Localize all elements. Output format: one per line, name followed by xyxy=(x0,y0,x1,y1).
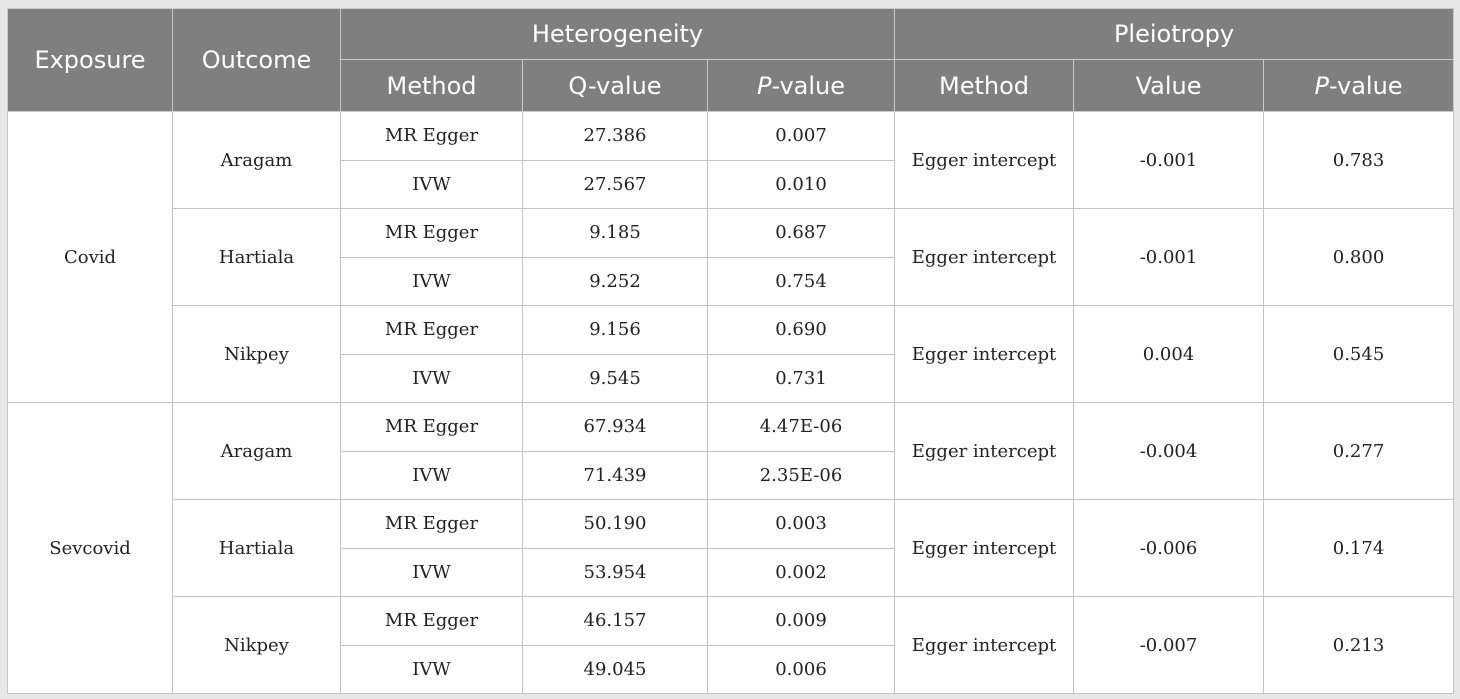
q-value-cell: 9.252 xyxy=(523,257,708,306)
method-cell: IVW xyxy=(341,257,523,306)
header-het-method: Method xyxy=(341,60,523,112)
header-row-top xyxy=(8,9,1454,60)
q-value-cell: 9.185 xyxy=(523,209,708,258)
pleiotropy-method-cell: Egger intercept xyxy=(895,597,1074,694)
pleiotropy-value-cell: -0.006 xyxy=(1074,500,1264,597)
pleiotropy-p-value-cell: 0.783 xyxy=(1264,112,1454,209)
outcome-cell: Nikpey xyxy=(173,597,341,694)
results-table xyxy=(7,8,1454,694)
outcome-cell: Aragam xyxy=(173,112,341,209)
method-cell: IVW xyxy=(341,160,523,209)
pleiotropy-p-value-cell: 0.213 xyxy=(1264,597,1454,694)
pleiotropy-method-cell: Egger intercept xyxy=(895,112,1074,209)
method-cell: MR Egger xyxy=(341,306,523,355)
method-cell: IVW xyxy=(341,451,523,500)
exposure-cell: Sevcovid xyxy=(8,403,173,694)
pleiotropy-value-cell: -0.007 xyxy=(1074,597,1264,694)
pleiotropy-method-cell: Egger intercept xyxy=(895,500,1074,597)
pleiotropy-method-cell: Egger intercept xyxy=(895,209,1074,306)
p-value-cell: 0.690 xyxy=(708,306,895,355)
q-value-cell: 50.190 xyxy=(523,500,708,549)
q-value-cell: 9.156 xyxy=(523,306,708,355)
p-value-cell: 0.754 xyxy=(708,257,895,306)
method-cell: IVW xyxy=(341,645,523,694)
table-row xyxy=(8,209,1454,258)
table-row xyxy=(8,403,1454,452)
pleiotropy-value-cell: -0.001 xyxy=(1074,209,1264,306)
q-value-cell: 46.157 xyxy=(523,597,708,646)
outcome-cell: Hartiala xyxy=(173,209,341,306)
header-exposure: Exposure xyxy=(8,9,173,112)
p-suffix: -value xyxy=(771,71,846,100)
header-ple-value: Value xyxy=(1074,60,1264,112)
pleiotropy-method-cell: Egger intercept xyxy=(895,403,1074,500)
p-value-cell: 2.35E-06 xyxy=(708,451,895,500)
method-cell: IVW xyxy=(341,548,523,597)
header-het-p-value xyxy=(708,60,895,112)
outcome-cell: Aragam xyxy=(173,403,341,500)
outcome-cell: Hartiala xyxy=(173,500,341,597)
method-cell: MR Egger xyxy=(341,112,523,161)
table-row xyxy=(8,597,1454,646)
p-value-cell: 0.002 xyxy=(708,548,895,597)
header-ple-method: Method xyxy=(895,60,1074,112)
q-value-cell: 9.545 xyxy=(523,354,708,403)
header-outcome: Outcome xyxy=(173,9,341,112)
q-value-cell: 27.386 xyxy=(523,112,708,161)
header-heterogeneity: Heterogeneity xyxy=(341,9,895,60)
header-pleiotropy: Pleiotropy xyxy=(895,9,1454,60)
p-italic: P xyxy=(756,71,772,100)
pleiotropy-p-value-cell: 0.800 xyxy=(1264,209,1454,306)
outcome-cell: Nikpey xyxy=(173,306,341,403)
p-value-cell: 0.009 xyxy=(708,597,895,646)
exposure-cell: Covid xyxy=(8,112,173,403)
method-cell: MR Egger xyxy=(341,597,523,646)
table-row xyxy=(8,500,1454,549)
p-value-cell: 0.010 xyxy=(708,160,895,209)
p-value-cell: 0.006 xyxy=(708,645,895,694)
p-value-cell: 4.47E-06 xyxy=(708,403,895,452)
method-cell: MR Egger xyxy=(341,403,523,452)
q-value-cell: 67.934 xyxy=(523,403,708,452)
header-het-q-value: Q-value xyxy=(523,60,708,112)
q-value-cell: 49.045 xyxy=(523,645,708,694)
p-value-cell: 0.687 xyxy=(708,209,895,258)
pleiotropy-p-value-cell: 0.545 xyxy=(1264,306,1454,403)
pleiotropy-method-cell: Egger intercept xyxy=(895,306,1074,403)
method-cell: MR Egger xyxy=(341,500,523,549)
p-suffix: -value xyxy=(1328,71,1403,100)
method-cell: MR Egger xyxy=(341,209,523,258)
method-cell: IVW xyxy=(341,354,523,403)
p-value-cell: 0.003 xyxy=(708,500,895,549)
table-row xyxy=(8,112,1454,161)
p-value-cell: 0.007 xyxy=(708,112,895,161)
q-value-cell: 27.567 xyxy=(523,160,708,209)
pleiotropy-p-value-cell: 0.174 xyxy=(1264,500,1454,597)
pleiotropy-value-cell: 0.004 xyxy=(1074,306,1264,403)
pleiotropy-p-value-cell: 0.277 xyxy=(1264,403,1454,500)
pleiotropy-value-cell: -0.001 xyxy=(1074,112,1264,209)
pleiotropy-value-cell: -0.004 xyxy=(1074,403,1264,500)
p-value-cell: 0.731 xyxy=(708,354,895,403)
q-value-cell: 71.439 xyxy=(523,451,708,500)
header-ple-p-value xyxy=(1264,60,1454,112)
table-row xyxy=(8,306,1454,355)
q-value-cell: 53.954 xyxy=(523,548,708,597)
p-italic: P xyxy=(1314,71,1329,100)
